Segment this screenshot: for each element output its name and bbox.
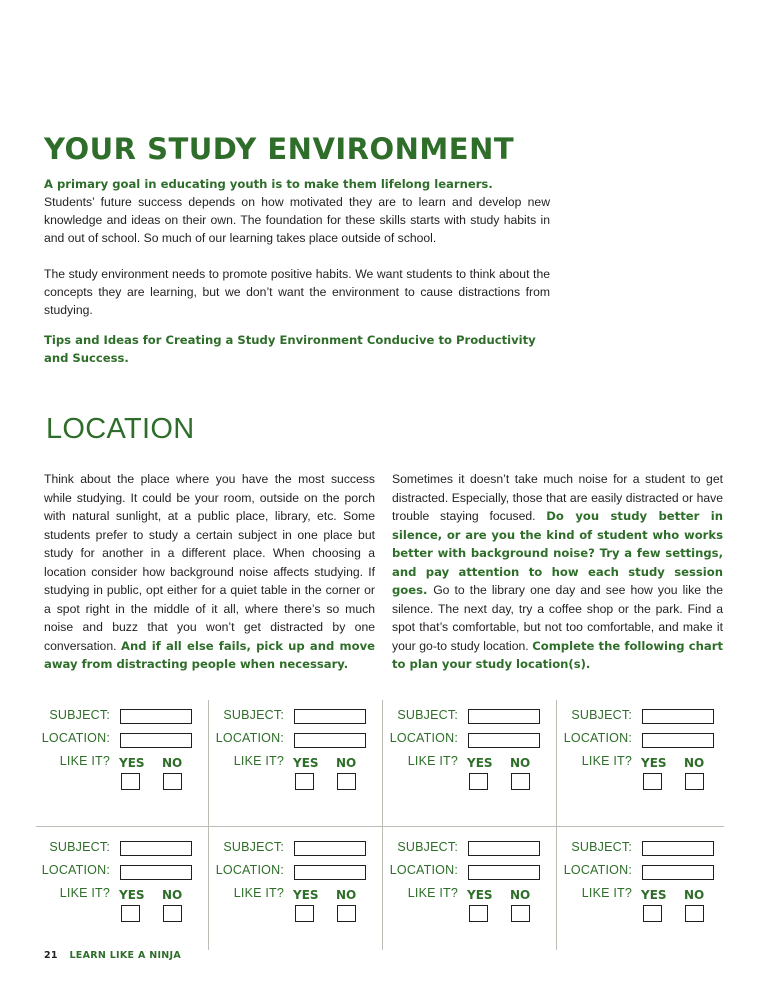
chart-divider [382,700,383,950]
no-checkbox[interactable] [685,905,704,922]
study-location-chart [36,700,724,950]
no-checkbox[interactable] [163,905,182,922]
no-label: NO [684,888,705,902]
like-it-label: LIKE IT? [581,754,632,768]
chart-cell [384,704,556,824]
location-label: LOCATION: [215,863,284,877]
intro-lead: A primary goal in educating youth is to make them lifelong learners. [44,177,493,191]
subject-label: SUBJECT: [397,840,458,854]
subject-field[interactable] [120,709,192,724]
location-left-highlight: And if all else fails, pick up and move away from distracting people when necessary. [44,638,375,671]
location-field[interactable] [642,733,714,748]
location-label: LOCATION: [563,863,632,877]
like-it-label: LIKE IT? [407,754,458,768]
page-number: 21 [44,950,58,961]
chart-cell [210,836,382,956]
yes-checkbox[interactable] [469,905,488,922]
location-field[interactable] [468,865,540,880]
like-it-label: LIKE IT? [581,886,632,900]
chart-cell [36,836,208,956]
no-checkbox[interactable] [511,773,530,790]
subject-label: SUBJECT: [49,840,110,854]
like-it-label: LIKE IT? [59,754,110,768]
like-it-label: LIKE IT? [407,886,458,900]
location-left-column [44,470,375,674]
no-checkbox[interactable] [337,773,356,790]
no-label: NO [510,888,531,902]
location-label: LOCATION: [389,863,458,877]
no-label: NO [162,888,183,902]
subject-field[interactable] [468,709,540,724]
location-field[interactable] [294,733,366,748]
chart-cell [558,704,730,824]
location-field[interactable] [294,865,366,880]
yes-checkbox[interactable] [643,905,662,922]
chart-divider [208,700,209,950]
location-right-column [392,470,723,674]
location-heading: LOCATION [46,413,195,445]
page-title: YOUR STUDY ENVIRONMENT [44,132,515,166]
location-label: LOCATION: [215,731,284,745]
intro-section [44,175,550,337]
location-right-highlight-2: Complete the following chart to plan your study location(s). [392,638,723,671]
chart-cell [210,704,382,824]
location-label: LOCATION: [563,731,632,745]
page-footer [44,950,181,961]
subject-label: SUBJECT: [397,708,458,722]
footer-brand: LEARN LIKE A NINJA [69,950,182,961]
location-label: LOCATION: [389,731,458,745]
subject-field[interactable] [294,841,366,856]
subject-field[interactable] [468,841,540,856]
yes-checkbox[interactable] [295,773,314,790]
chart-cell [558,836,730,956]
yes-checkbox[interactable] [121,773,140,790]
subject-field[interactable] [294,709,366,724]
tips-heading: Tips and Ideas for Creating a Study Environment Conducive to Productivity and Success. [44,333,536,365]
subject-label: SUBJECT: [223,840,284,854]
subject-field[interactable] [120,841,192,856]
location-label: LOCATION: [41,731,110,745]
no-label: NO [510,756,531,770]
chart-cell [384,836,556,956]
location-right-highlight-1: Do you study better in silence, or are you the kind of student who works better with background noise? Try a few settings, and pay attention to how each study session goes. [392,509,723,597]
yes-checkbox[interactable] [295,905,314,922]
location-field[interactable] [120,733,192,748]
yes-label: YES [119,756,145,770]
like-it-label: LIKE IT? [233,886,284,900]
no-label: NO [684,756,705,770]
no-checkbox[interactable] [511,905,530,922]
no-label: NO [336,888,357,902]
location-right-text-2: Go to the library one day and see how you like the silence. The next day, try a coffee shop or the park. Find a spot that’s comfortable, but not too comfortable, and make it your go-to study location. [392,583,724,653]
no-checkbox[interactable] [685,773,704,790]
location-field[interactable] [642,865,714,880]
no-checkbox[interactable] [163,773,182,790]
subject-label: SUBJECT: [49,708,110,722]
subject-label: SUBJECT: [571,708,632,722]
subject-label: SUBJECT: [223,708,284,722]
yes-label: YES [467,756,493,770]
yes-checkbox[interactable] [121,905,140,922]
yes-label: YES [641,756,667,770]
yes-label: YES [293,888,319,902]
no-label: NO [162,756,183,770]
no-checkbox[interactable] [337,905,356,922]
yes-label: YES [641,888,667,902]
intro-paragraph-2: The study environment needs to promote positive habits. We want students to think about the concepts they are learning, but we don’t want the environment to cause distractions from studying. [44,267,550,317]
location-field[interactable] [120,865,192,880]
yes-checkbox[interactable] [469,773,488,790]
subject-field[interactable] [642,709,714,724]
location-right-text-1: Sometimes it doesn’t take much noise for a student to get distracted. Especially, those that are easily distracted or have trouble staying focused. [392,472,723,523]
location-left-text: Think about the place where you have the most success while studying. It could be your room, outside on the porch with natural sunlight, at a public place, library, etc. Some students prefer to study a certain subject in one place but study for another in a different place. When choosing a location consider how background noise affects studying. If studying in public, opt either for a quiet table in the corner or a spot right in the middle of it all, where there’s so much noise and buzz that you won’t get distracted by one conversation. [44,472,375,653]
yes-label: YES [467,888,493,902]
yes-label: YES [119,888,145,902]
chart-divider [36,826,724,827]
location-field[interactable] [468,733,540,748]
location-label: LOCATION: [41,863,110,877]
chart-divider [556,700,557,950]
yes-label: YES [293,756,319,770]
subject-label: SUBJECT: [571,840,632,854]
chart-cell [36,704,208,824]
like-it-label: LIKE IT? [233,754,284,768]
like-it-label: LIKE IT? [59,886,110,900]
yes-checkbox[interactable] [643,773,662,790]
subject-field[interactable] [642,841,714,856]
no-label: NO [336,756,357,770]
intro-paragraph-1: Students’ future success depends on how motivated they are to learn and develop new knowledge and ideas on their own. The foundation for these skills starts with study habits in and out of school. So much of our learning takes place outside of school. [44,195,550,245]
